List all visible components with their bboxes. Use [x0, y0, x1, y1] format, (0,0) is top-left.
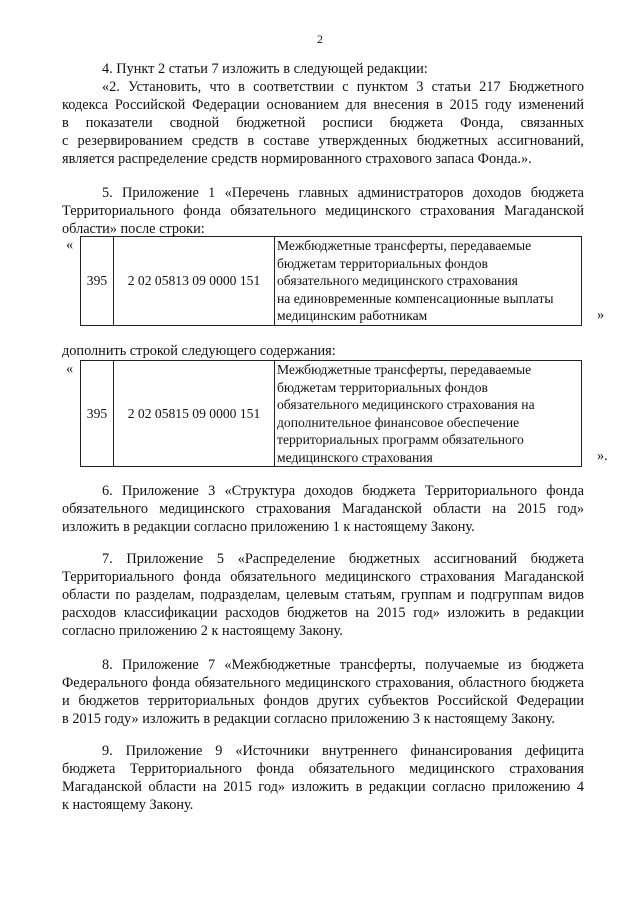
row2-open-quote: «	[66, 361, 74, 377]
kbk-code-cell: 2 02 05815 09 0000 151	[114, 361, 275, 467]
description-line: обязательного медицинского страхования	[277, 273, 518, 288]
item-4-line: в показатели сводной бюджетной росписи бюджета Фонда, связанных	[62, 115, 584, 131]
item-8-line: в 2015 году» изложить в редакции согласно приложению 3 к настоящему Закону.	[62, 711, 555, 727]
item-6-line: изложить в редакции согласно приложению 1 к настоящему Закону.	[62, 519, 475, 535]
table-row	[81, 361, 582, 467]
description-line: территориальных программ обязательного	[277, 432, 524, 447]
item-9-line: 9. Приложение 9 «Источники внутреннего финансирования дефицита	[102, 743, 584, 759]
item-4-line: кодекса Российской Федерации основанием для внесения в 2015 году изменений	[62, 97, 584, 113]
item-4-line: является распределение средств нормированного страхового запаса Фонда.».	[62, 151, 532, 167]
description-line: обязательного медицинского страхования на	[277, 397, 535, 412]
item-7-line: расходов классификации расходов бюджетов на 2015 год» изложить в редакции	[62, 605, 584, 621]
item-7-line: 7. Приложение 5 «Распределение бюджетных ассигнований бюджета	[102, 551, 584, 567]
row1-close-quote: »	[597, 307, 605, 323]
admin-code-cell: 395	[81, 361, 114, 467]
table-row	[81, 237, 582, 326]
description-line: Межбюджетные трансферты, передаваемые	[277, 238, 532, 253]
item-7-line: согласно приложению 2 к настоящему Закону.	[62, 623, 343, 639]
item-7-paragraph	[62, 550, 584, 640]
description-line: медицинским работникам	[277, 308, 428, 323]
item-9-paragraph	[62, 742, 584, 814]
item-4-line: 4. Пункт 2 статьи 7 изложить в следующей редакции:	[102, 61, 428, 77]
row2-close-quote: ».	[597, 448, 608, 464]
item-7-line: области по разделам, подразделам, целевым статьям, группам и подгруппам видов	[62, 587, 584, 603]
item-9-line: Магаданской области на 2015 год» изложить в редакции согласно приложению 4	[62, 779, 584, 795]
kbk-code-cell: 2 02 05813 09 0000 151	[114, 237, 275, 326]
description-line: бюджетам территориальных фондов	[277, 255, 488, 271]
description-cell	[275, 361, 582, 467]
item-5-line: Территориального фонда обязательного медицинского страхования Магаданской	[62, 203, 584, 219]
connector-text: дополнить строкой следующего содержания:	[62, 343, 336, 359]
item-8-line: 8. Приложение 7 «Межбюджетные трансферты, получаемые из бюджета	[102, 657, 584, 673]
description-line: бюджетам территориальных фондов	[277, 379, 488, 395]
page-number: 2	[317, 32, 323, 46]
item-4-line: с резервированием средств в составе утвержденных бюджетных ассигнований,	[62, 133, 584, 149]
item-6-line: 6. Приложение 3 «Структура доходов бюджета Территориального фонда	[102, 483, 584, 499]
item-4-paragraph	[62, 60, 584, 168]
table-new-row	[80, 360, 582, 467]
item-6-line: обязательного медицинского страхования Магаданской области на 2015 год»	[62, 501, 584, 517]
table-row-after	[80, 236, 582, 326]
description-line: дополнительное финансовое обеспечение	[277, 414, 520, 430]
item-8-line: Федерального фонда обязательного медицинского страхования, областного бюджета	[62, 675, 584, 691]
item-8-paragraph	[62, 656, 584, 728]
row1-open-quote: «	[66, 237, 74, 253]
item-5-line: области» после строки:	[62, 221, 205, 237]
item-9-line: к настоящему Закону.	[62, 797, 194, 813]
description-line: на единовременные компенсационные выплаты	[277, 290, 554, 306]
item-8-line: и бюджетов территориальных фондов других субъектов Российской Федерации	[62, 693, 584, 709]
item-7-line: Территориального фонда обязательного медицинского страхования Магаданской	[62, 569, 584, 585]
item-9-line: бюджета Территориального фонда обязательного медицинского страхования	[62, 761, 584, 777]
description-line: Межбюджетные трансферты, передаваемые	[277, 362, 532, 377]
item-4-line: «2. Установить, что в соответствии с пунктом 3 статьи 217 Бюджетного	[102, 79, 584, 95]
item-5-paragraph	[62, 184, 584, 238]
admin-code-cell: 395	[81, 237, 114, 326]
item-5-line: 5. Приложение 1 «Перечень главных администраторов доходов бюджета	[102, 185, 584, 201]
description-line: медицинского страхования	[277, 449, 433, 465]
description-cell	[275, 237, 582, 326]
item-6-paragraph	[62, 482, 584, 536]
